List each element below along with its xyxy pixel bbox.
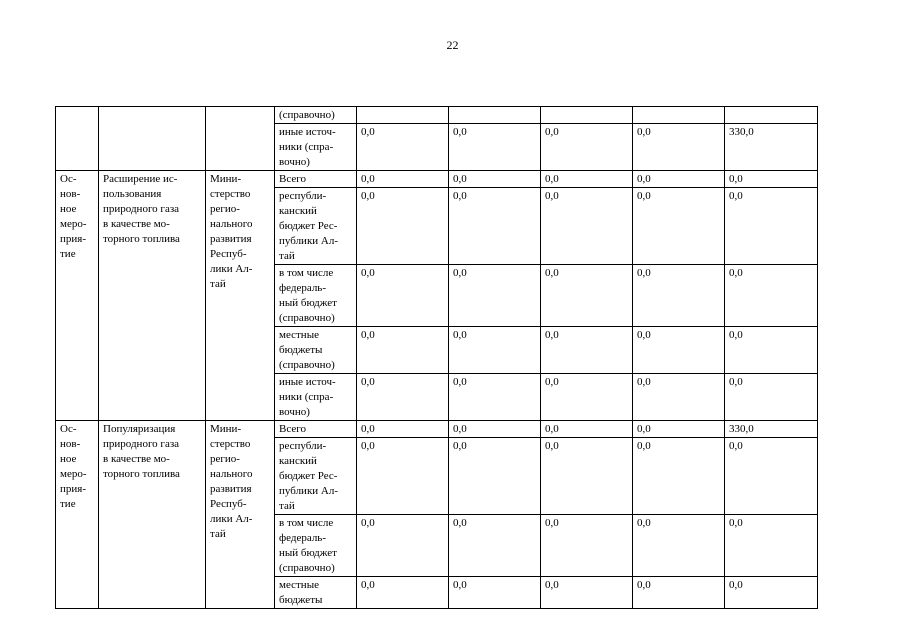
funding-source-cell: местные бюджеты: [275, 577, 357, 609]
value-cell: 0,0: [357, 265, 449, 327]
value-cell: 330,0: [725, 421, 818, 438]
value-cell: 330,0: [725, 124, 818, 171]
status-cell: [56, 107, 99, 171]
value-cell: 0,0: [449, 327, 541, 374]
value-cell: 0,0: [357, 374, 449, 421]
value-cell: 0,0: [633, 438, 725, 515]
funding-source-cell: иные источ- ники (спра- вочно): [275, 124, 357, 171]
value-cell: 0,0: [357, 171, 449, 188]
value-cell: 0,0: [541, 171, 633, 188]
value-cell: 0,0: [633, 374, 725, 421]
value-cell: 0,0: [541, 188, 633, 265]
value-cell: 0,0: [449, 421, 541, 438]
value-cell: 0,0: [449, 374, 541, 421]
value-cell: 0,0: [357, 124, 449, 171]
funding-source-cell: республи- канский бюджет Рес- публики Ал- тай: [275, 188, 357, 265]
funding-source-cell: (справочно): [275, 107, 357, 124]
table-row: [56, 107, 818, 124]
funding-source-cell: Всего: [275, 421, 357, 438]
value-cell: 0,0: [541, 124, 633, 171]
funding-source-cell: в том числе федераль- ный бюджет (справочно): [275, 265, 357, 327]
value-cell: 0,0: [633, 327, 725, 374]
value-cell: 0,0: [357, 438, 449, 515]
value-cell: 0,0: [725, 188, 818, 265]
budget-table: [55, 106, 818, 609]
value-cell: 0,0: [357, 577, 449, 609]
funding-source-cell: Всего: [275, 171, 357, 188]
value-cell: 0,0: [541, 577, 633, 609]
value-cell: 0,0: [541, 327, 633, 374]
value-cell: 0,0: [633, 265, 725, 327]
value-cell: 0,0: [633, 577, 725, 609]
status-cell: Ос- нов- ное меро- прия- тие: [56, 171, 99, 421]
status-cell: Ос- нов- ное меро- прия- тие: [56, 421, 99, 609]
page-number: 22: [446, 38, 459, 52]
funding-source-cell: местные бюджеты (справочно): [275, 327, 357, 374]
value-cell: 0,0: [633, 515, 725, 577]
value-cell: 0,0: [633, 171, 725, 188]
value-cell: 0,0: [725, 374, 818, 421]
event-name-cell: Расширение ис- пользования природного газа в качестве мо- торного топлива: [99, 171, 206, 421]
value-cell: [449, 107, 541, 124]
value-cell: [725, 107, 818, 124]
value-cell: [541, 107, 633, 124]
event-name-cell: Популяризация природного газа в качестве мо- торного топлива: [99, 421, 206, 609]
value-cell: 0,0: [725, 327, 818, 374]
value-cell: 0,0: [541, 421, 633, 438]
value-cell: 0,0: [357, 421, 449, 438]
value-cell: 0,0: [449, 188, 541, 265]
executor-cell: Мини- стерство регио- нального развития Респуб- лики Ал- тай: [206, 421, 275, 609]
funding-source-cell: в том числе федераль- ный бюджет (справочно): [275, 515, 357, 577]
value-cell: 0,0: [449, 577, 541, 609]
value-cell: 0,0: [725, 171, 818, 188]
value-cell: 0,0: [725, 438, 818, 515]
value-cell: 0,0: [541, 374, 633, 421]
value-cell: 0,0: [541, 265, 633, 327]
value-cell: 0,0: [449, 171, 541, 188]
value-cell: 0,0: [357, 327, 449, 374]
executor-cell: [206, 107, 275, 171]
value-cell: 0,0: [725, 577, 818, 609]
value-cell: 0,0: [725, 515, 818, 577]
value-cell: [633, 107, 725, 124]
value-cell: 0,0: [633, 421, 725, 438]
value-cell: 0,0: [633, 124, 725, 171]
table-row: [56, 171, 818, 188]
value-cell: 0,0: [633, 188, 725, 265]
value-cell: 0,0: [449, 438, 541, 515]
executor-cell: Мини- стерство регио- нального развития Респуб- лики Ал- тай: [206, 171, 275, 421]
value-cell: 0,0: [449, 265, 541, 327]
funding-source-cell: иные источ- ники (спра- вочно): [275, 374, 357, 421]
funding-source-cell: республи- канский бюджет Рес- публики Ал- тай: [275, 438, 357, 515]
value-cell: 0,0: [725, 265, 818, 327]
table-row: [56, 421, 818, 438]
value-cell: 0,0: [357, 515, 449, 577]
value-cell: 0,0: [357, 188, 449, 265]
event-name-cell: [99, 107, 206, 171]
value-cell: 0,0: [541, 515, 633, 577]
value-cell: 0,0: [541, 438, 633, 515]
value-cell: [357, 107, 449, 124]
value-cell: 0,0: [449, 515, 541, 577]
value-cell: 0,0: [449, 124, 541, 171]
